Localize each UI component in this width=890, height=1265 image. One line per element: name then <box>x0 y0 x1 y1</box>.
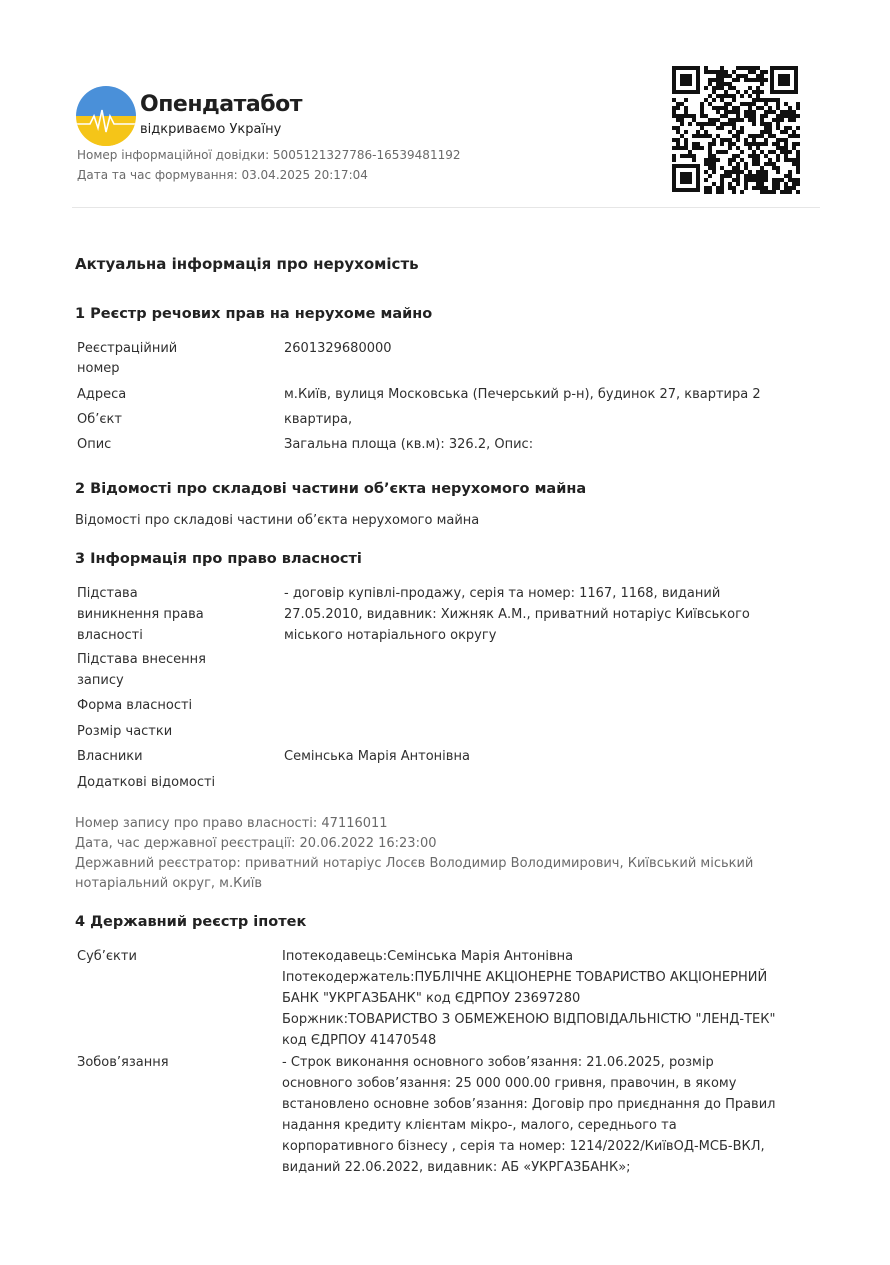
owners-value: Семінська Марія Антонівна <box>284 749 470 764</box>
description-value: Загальна площа (кв.м): 326.2, Опис: <box>284 437 534 452</box>
section-2-title: 2 Відомості про складові частини об’єкта нерухомого майна <box>75 481 587 497</box>
obligation-line: - Строк виконання основного зобов’язання: 21.06.2025, розмір <box>282 1055 714 1070</box>
subjects-line: БАНК "УКРГАЗБАНК" код ЄДРПОУ 23697280 <box>282 991 581 1006</box>
page-title: Актуальна інформація про нерухомість <box>75 255 419 273</box>
entry-basis-label-line2: запису <box>77 673 124 688</box>
registrar-line2: нотаріальний округ, м.Київ <box>75 876 263 891</box>
registration-date: Дата, час державної реєстрації: 20.06.2022 16:23:00 <box>75 836 437 851</box>
header-divider <box>72 207 820 208</box>
object-value: квартира, <box>284 412 353 427</box>
object-label: Об’єкт <box>77 412 122 427</box>
record-number: Номер запису про право власності: 47116011 <box>75 816 388 831</box>
section-1-title: 1 Реєстр речових прав на нерухоме майно <box>75 306 433 322</box>
subjects-line: Іпотекодержатель:ПУБЛІЧНЕ АКЦІОНЕРНЕ ТОВАРИСТВО АКЦІОНЕРНИЙ <box>282 970 768 985</box>
section-2-text: Відомості про складові частини об’єкта нерухомого майна <box>75 513 480 528</box>
obligation-line: основного зобов’язання: 25 000 000.00 гривня, правочин, в якому <box>282 1076 737 1091</box>
obligation-line: корпоративного бізнесу , серія та номер: 1214/2022/КиївОД-МСБ-ВКЛ, <box>282 1139 765 1154</box>
opendatabot-logo-icon <box>76 86 136 146</box>
subjects-line: Іпотекодавець:Семінська Марія Антонівна <box>282 949 574 964</box>
brand-name: Опендатабот <box>140 92 302 117</box>
basis-label-line1: Підстава <box>77 586 138 601</box>
section-4-title: 4 Державний реєстр іпотек <box>75 914 307 930</box>
brand-tagline: відкриваємо Україну <box>140 122 282 137</box>
obligation-line: надання кредиту клієнтам мікро-, малого, середнього та <box>282 1118 677 1133</box>
obligation-line: виданий 22.06.2022, видавник: АБ «УКРГАЗБАНК»; <box>282 1160 631 1175</box>
section-3-title: 3 Інформація про право власності <box>75 551 362 567</box>
obligation-value <box>282 1052 775 1178</box>
obligation-label: Зобов’язання <box>77 1055 169 1070</box>
registrar-line1: Державний реєстратор: приватний нотаріус Лосєв Володимир Володимирович, Київський міський <box>75 856 754 871</box>
subjects-line: Боржник:ТОВАРИСТВО З ОБМЕЖЕНОЮ ВІДПОВІДАЛЬНІСТЮ "ЛЕНД-ТЕК" <box>282 1012 776 1027</box>
obligation-line: встановлено основне зобов’язання: Договір про приєднання до Правил <box>282 1097 776 1112</box>
additional-info-label: Додаткові відомості <box>77 775 216 790</box>
entry-basis-label-line1: Підстава внесення <box>77 652 206 667</box>
owners-label: Власники <box>77 749 143 764</box>
address-value: м.Київ, вулиця Московська (Печерський р-н), будинок 27, квартира 2 <box>284 387 761 402</box>
address-label: Адреса <box>77 387 127 402</box>
subjects-line: код ЄДРПОУ 41470548 <box>282 1033 437 1048</box>
basis-value-line1: - договір купівлі-продажу, серія та номер: 1167, 1168, виданий <box>284 586 721 601</box>
generated-at: Дата та час формування: 03.04.2025 20:17:04 <box>77 168 368 182</box>
subjects-label: Суб’єкти <box>77 949 137 964</box>
reg-number-label-line2: номер <box>77 361 120 376</box>
basis-value-line3: міського нотаріального округу <box>284 628 497 643</box>
basis-value-line2: 27.05.2010, видавник: Хижняк А.М., приватний нотаріус Київського <box>284 607 750 622</box>
subjects-value <box>282 946 775 1051</box>
reference-number: Номер інформаційної довідки: 5005121327786-16539481192 <box>77 148 461 162</box>
share-size-label: Розмір частки <box>77 724 173 739</box>
ownership-form-label: Форма власності <box>77 698 193 713</box>
reg-number-label-line1: Реєстраційний <box>77 341 178 356</box>
basis-label-line3: власності <box>77 628 143 643</box>
reg-number-value: 2601329680000 <box>284 341 392 356</box>
qr-code-icon <box>670 64 800 194</box>
basis-label-line2: виникнення права <box>77 607 204 622</box>
description-label: Опис <box>77 437 112 452</box>
